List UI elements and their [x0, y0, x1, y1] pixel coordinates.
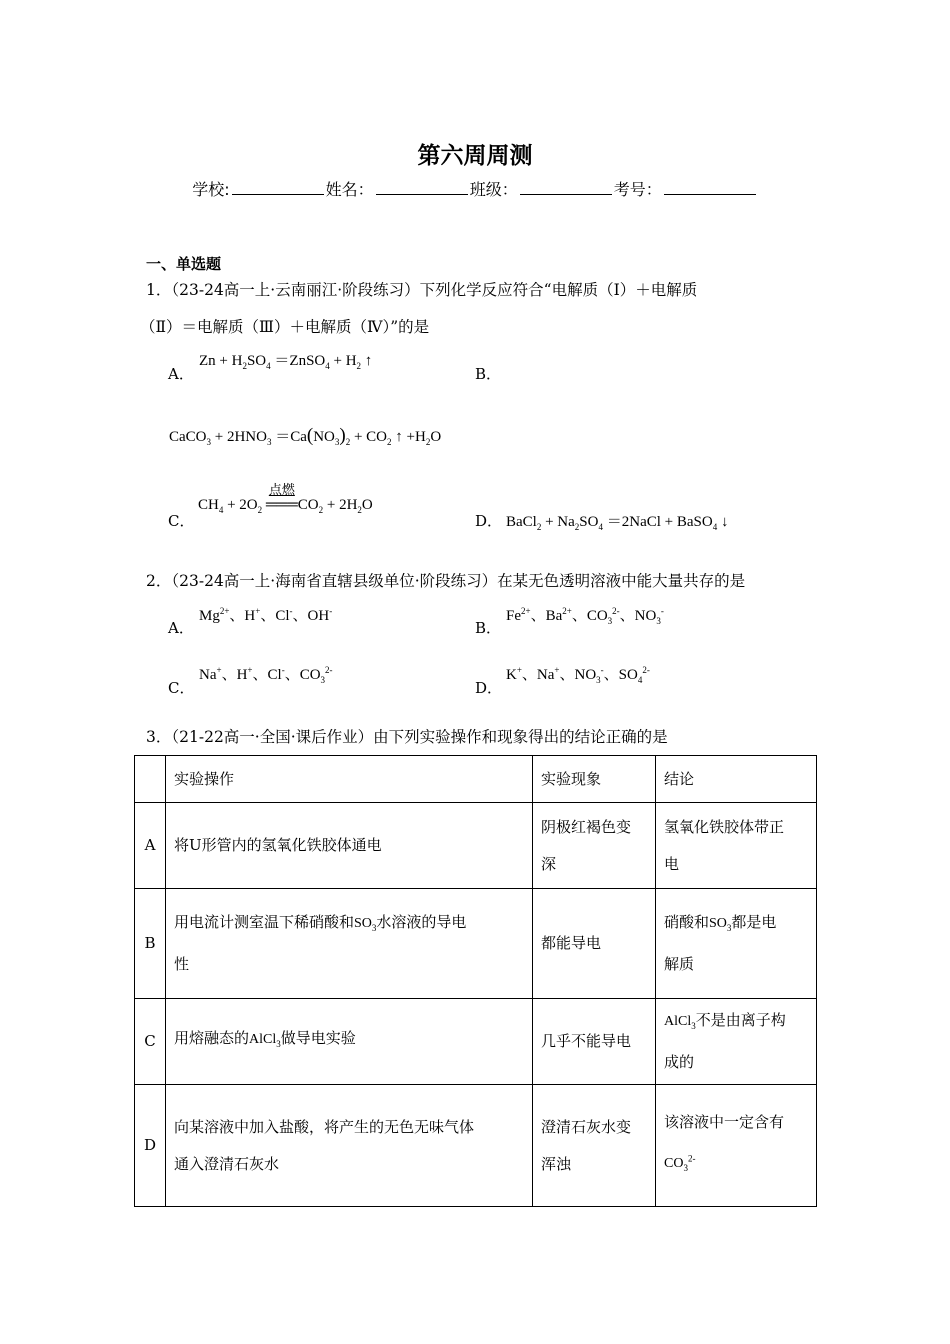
- table-row: [135, 889, 817, 999]
- q1-line1: [146, 278, 697, 300]
- exam-no-blank[interactable]: [664, 180, 756, 195]
- table-header-cell: 结论: [656, 756, 817, 803]
- row-label: A: [135, 803, 166, 889]
- operation-cell: 向某溶液中加入盐酸，将产生的无色无味气体 通入澄清石灰水: [166, 1085, 533, 1207]
- q2-number: 2．: [146, 572, 172, 590]
- exam-no-label: 考号：: [613, 180, 662, 199]
- table-row: [135, 999, 817, 1085]
- q1-option-c-label[interactable]: C．: [168, 512, 195, 530]
- operation-cell: 将U形管内的氢氧化铁胶体通电: [166, 803, 533, 889]
- reaction-condition: 点燃: [268, 483, 295, 498]
- q2-option-d-ions: K+、Na+、$NO_3^-$、$SO_4^{2-}$: [506, 665, 650, 685]
- table-row: [135, 803, 817, 889]
- q1-line2: （Ⅱ）＝电解质（Ⅲ）＋电解质（Ⅳ）”的是: [140, 318, 430, 336]
- operation-cell: 用电流计测室温下稀硝酸和$SO_3$水溶液的导电 性: [166, 889, 533, 999]
- q1-option-b-label[interactable]: B．: [475, 365, 502, 383]
- phenomenon-cell: 几乎不能导电: [533, 999, 656, 1085]
- q3-number: 3．: [146, 728, 172, 746]
- operation-cell: 用熔融态的AlCl$_3$做导电实验: [166, 999, 533, 1085]
- q2-option-b-ions: $Fe^{2+}$、$Ba^{2+}$、$CO_3^{2-}$、$NO_3^-$: [506, 606, 664, 626]
- q2-option-d-label[interactable]: D．: [475, 679, 503, 697]
- reaction-condition-arrow: 点燃 ═══: [266, 497, 298, 514]
- student-info-line: [0, 177, 950, 200]
- q2-option-a-label[interactable]: A．: [168, 619, 194, 637]
- conclusion-cell: 硝酸和$SO_3$都是电 解质: [656, 889, 817, 999]
- phenomenon-cell: 阴极红褐色变 深: [533, 803, 656, 889]
- school-blank[interactable]: [232, 180, 324, 195]
- name-blank[interactable]: [376, 180, 468, 195]
- conclusion-cell: AlCl$_3$不是由离子构 成的: [656, 999, 817, 1085]
- table-header-cell: 实验现象: [533, 756, 656, 803]
- row-label: C: [135, 999, 166, 1085]
- q2-option-b-label[interactable]: B．: [475, 619, 502, 637]
- class-label: 班级：: [469, 180, 518, 199]
- q1-option-d-formula: BaCl$_2$ + $Na_2SO_4$ ＝2NaCl + BaSO$_4$ ↓: [506, 514, 729, 532]
- name-label: 姓名：: [325, 180, 374, 199]
- table-header-row: [135, 756, 817, 803]
- phenomenon-cell: 都能导电: [533, 889, 656, 999]
- table-row: [135, 1085, 817, 1207]
- q2-stem: [146, 569, 745, 591]
- q1-option-a-formula: $Zn + H_2SO_4$ ＝ZnSO$_4$ + $H_2$ ↑: [199, 353, 373, 371]
- school-label: 学校:: [192, 180, 230, 199]
- row-label: B: [135, 889, 166, 999]
- q1-option-c-formula: $CH_4 + 2O_2$ 点燃 $═══CO_2 + 2H_2O$: [198, 497, 373, 515]
- q3-stem: [146, 725, 668, 747]
- page-title: 第六周周测: [417, 143, 533, 169]
- table-header-cell: [135, 756, 166, 803]
- section-title: 一、单选题: [146, 255, 222, 273]
- class-blank[interactable]: [520, 180, 612, 195]
- q2-option-c-ions: Na+、H+、Cl-、$CO_3^{2-}$: [199, 665, 333, 685]
- conclusion-cell: 该溶液中一定含有 $CO_3^{2-}$: [656, 1085, 817, 1207]
- q1-option-a-label[interactable]: A．: [168, 365, 194, 383]
- q2-stem-text: （23-24高一上·海南省直辖县级单位·阶段练习）在某无色透明溶液中能大量共存的是: [171, 572, 746, 590]
- q1-stem-1: （23-24高一上·云南丽江·阶段练习）下列化学反应符合“电解质（Ⅰ）＋电解质: [171, 281, 698, 299]
- table-header-cell: 实验操作: [166, 756, 533, 803]
- experiment-table: [134, 755, 817, 1207]
- q1-option-d-label[interactable]: D．: [475, 512, 503, 530]
- row-label: D: [135, 1085, 166, 1207]
- conclusion-cell: 氢氧化铁胶体带正 电: [656, 803, 817, 889]
- q2-option-c-label[interactable]: C．: [168, 679, 195, 697]
- q2-option-a-ions: $Mg^{2+}$、H+、Cl-、OH-: [199, 606, 333, 624]
- q1-number: 1．: [146, 281, 172, 299]
- q1-option-b-formula: CaCO$_3$ + $2HNO_3 =Ca(NO_3)_2 + CO_2$ ↑ $+H_2O$: [169, 425, 442, 447]
- phenomenon-cell: 澄清石灰水变 浑浊: [533, 1085, 656, 1207]
- q3-stem-text: （21-22高一·全国·课后作业）由下列实验操作和现象得出的结论正确的是: [171, 728, 668, 746]
